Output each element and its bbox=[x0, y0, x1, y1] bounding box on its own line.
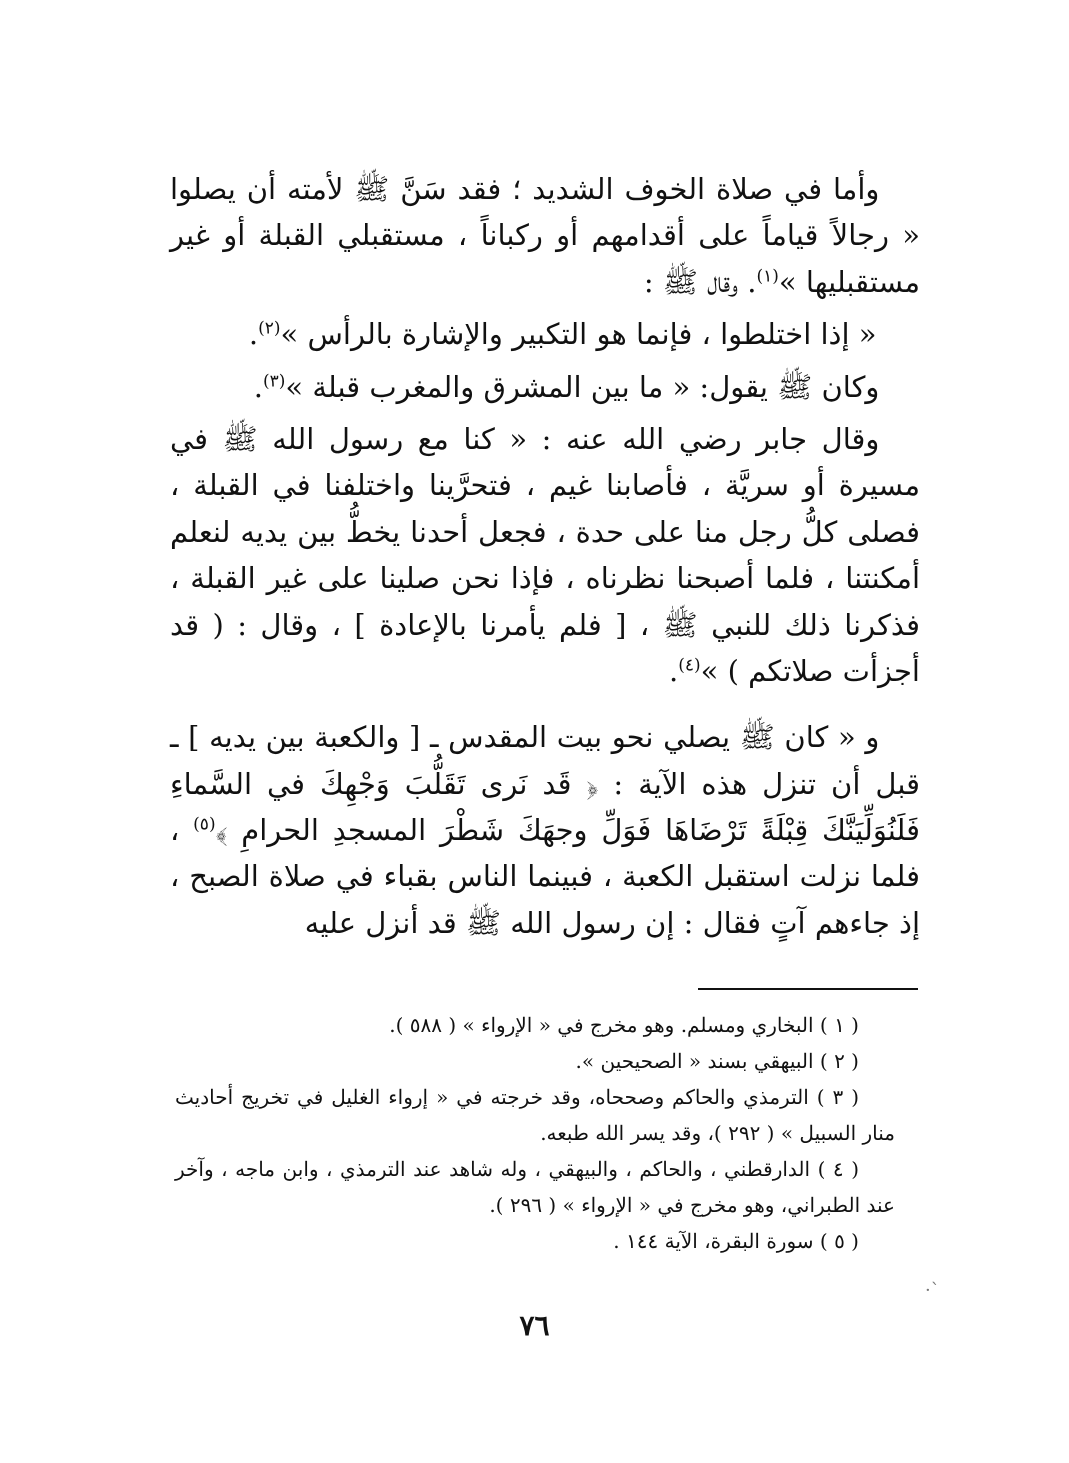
footnote-ref-2: (٢) bbox=[258, 318, 281, 339]
paragraph-fear-prayer-text: وأما في صلاة الخوف الشديد ؛ فقد سَنَّ ﷺ لأمته أن يصلوا « رجالاً قياماً على أقدامهم أو ركباناً ، مستقبلي القبلة أو غير مستقبليها » bbox=[170, 172, 920, 299]
footnote-separator bbox=[698, 988, 918, 990]
scan-mark: ·ˋ bbox=[925, 1280, 940, 1301]
paragraph-jabir-narration-end: . bbox=[668, 653, 679, 688]
hadith-quote-takbir-end: . bbox=[248, 317, 259, 352]
paragraph-qibla-change bbox=[170, 714, 920, 946]
paragraph-jabir-narration bbox=[170, 416, 920, 694]
footnote-ref-4: (٤) bbox=[678, 655, 701, 676]
paragraph-qibla-change-text: و « كان ﷺ يصلي نحو بيت المقدس ـ [ والكعبة بين يديه ] ـ قبل أن تنزل هذه الآية : ﴿ قَد نَرى تَقَلُّبَ وَجْهِكَ في السَّماءِ فَلَنُوَلِّيَنَّكَ قِبْلَةً تَرْضَاهَا فَوَلِّ وجهَكَ شَطْرَ المسجدِ الحرامِ ﴾ bbox=[170, 720, 921, 848]
footnote-1: ( ١ ) البخاري ومسلم. وهو مخرج في « الإرواء » ( ٥٨٨ ). bbox=[389, 1013, 859, 1037]
hadith-quote-takbir bbox=[170, 311, 920, 357]
paragraph-fear-prayer bbox=[170, 166, 920, 305]
hadith-quote-takbir-text: « إذا اختلطوا ، فإنما هو التكبير والإشارة بالرأس » bbox=[280, 317, 877, 352]
footnote-ref-5: (٥) bbox=[193, 814, 216, 835]
footnote-5: ( ٥ ) سورة البقرة، الآية ١٤٤ . bbox=[613, 1229, 859, 1253]
paragraph-qibla-east-west-end: . bbox=[253, 369, 263, 404]
page-number: ٧٦ bbox=[519, 1309, 550, 1342]
footnote-2: ( ٢ ) البيهقي بسند « الصحيحين ». bbox=[575, 1049, 859, 1073]
footnote-3: ( ٣ ) الترمذي والحاكم وصححاه، وقد خرجته في « إرواء الغليل في تخريج أحاديث منار السبيل » ( ٢٩٢ )، وقد يسر الله طبعه. bbox=[175, 1085, 895, 1145]
paragraph-qibla-east-west-text: وكان ﷺ يقول: « ما بين المشرق والمغرب قبلة » bbox=[285, 369, 880, 404]
footnote-ref-1: (١) bbox=[756, 266, 779, 287]
paragraph-fear-prayer-tail: . وقال ﷺ : bbox=[643, 264, 757, 299]
footnote-4: ( ٤ ) الدارقطني ، والحاكم ، والبيهقي ، وله شاهد عند الترمذي ، وابن ماجه ، وآخر عند الطبراني، وهو مخرج في « الإرواء » ( ٢٩٦ ). bbox=[175, 1157, 895, 1217]
footnote-ref-3: (٣) bbox=[262, 370, 286, 391]
main-text bbox=[170, 166, 920, 946]
paragraph-jabir-narration-text: وقال جابر رضي الله عنه : « كنا مع رسول الله ﷺ في مسيرة أو سريَّة ، فأصابنا غيم ، فتحرَّينا واختلفنا في القبلة ، فصلى كلُّ رجل منا على حدة ، فجعل أحدنا يخطُّ بين يديه لنعلم أمكنتنا ، فلما أصبحنا نظرناه ، فإذا نحن صلينا على غير القبلة ، فذكرنا ذلك للنبي ﷺ ، [ فلم يأمرنا بالإعادة ] ، وقال : ( قد أجزأت صلاتكم ) » bbox=[170, 421, 920, 688]
footnotes bbox=[175, 1007, 895, 1259]
paragraph-qibla-change-tail: ، فلما نزلت استقبل الكعبة ، فبينما الناس بقباء في صلاة الصبح ، إذ جاءهم آتٍ فقال : إن رسول الله ﷺ قد أنزل عليه bbox=[170, 813, 920, 940]
paragraph-qibla-east-west bbox=[170, 364, 920, 410]
